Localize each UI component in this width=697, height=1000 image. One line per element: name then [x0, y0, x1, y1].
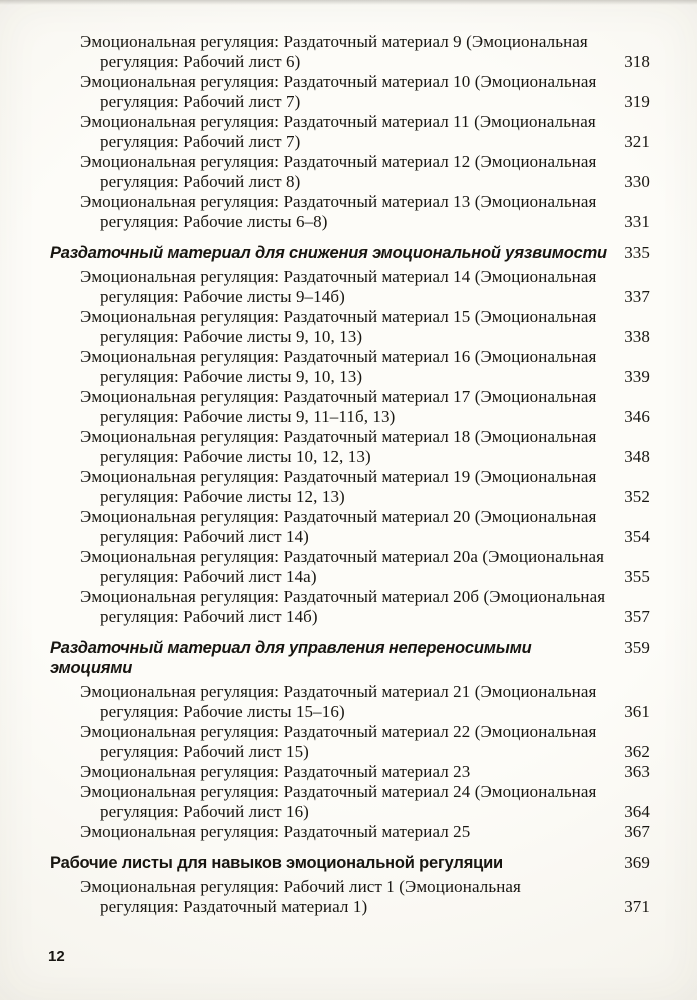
toc-entry-line — [0, 52, 697, 72]
toc-entry-line — [0, 212, 697, 232]
toc-entry-line — [0, 267, 697, 287]
toc-entry-text: регуляция: Рабочие листы 12, 13) — [100, 487, 345, 506]
toc-entry — [0, 267, 697, 307]
toc-entry-text: регуляция: Рабочие листы 9, 11–11б, 13) — [100, 407, 396, 426]
toc-entry-line — [0, 172, 697, 192]
toc-entry-text: Эмоциональная регуляция: Раздаточный материал 20б (Эмоциональная — [80, 587, 606, 606]
footer-page-number: 12 — [48, 948, 65, 965]
toc-section — [0, 32, 697, 232]
toc-section-heading-text: Раздаточный материал для снижения эмоциональной уязвимости — [50, 244, 607, 262]
toc-entry-text: регуляция: Рабочие листы 10, 12, 13) — [100, 447, 371, 466]
toc-entry — [0, 547, 697, 587]
toc-entry-page-number: 362 — [624, 742, 650, 761]
toc-entry-line — [0, 387, 697, 407]
toc-entry-text: Эмоциональная регуляция: Раздаточный материал 13 (Эмоциональная — [80, 192, 597, 211]
toc-entry-page-number: 319 — [624, 92, 650, 111]
toc-entry-line — [0, 132, 697, 152]
toc-section-heading — [0, 638, 697, 678]
toc-entry-page-number: 367 — [624, 822, 650, 841]
toc-entry-text: Эмоциональная регуляция: Раздаточный материал 20 (Эмоциональная — [80, 507, 597, 526]
toc-entry-text: регуляция: Раздаточный материал 1) — [100, 897, 368, 916]
toc-entry-text: Эмоциональная регуляция: Рабочий лист 1 (Эмоциональная — [80, 877, 521, 896]
toc-entry — [0, 682, 697, 722]
toc-entry-text: регуляция: Рабочие листы 6–8) — [100, 212, 328, 231]
toc-entry — [0, 822, 697, 842]
toc-entry-line — [0, 32, 697, 52]
toc-entry-text: Эмоциональная регуляция: Раздаточный материал 20а (Эмоциональная — [80, 547, 605, 566]
toc-entry-line — [0, 72, 697, 92]
toc-entry — [0, 347, 697, 387]
toc-entry-page-number: 352 — [624, 487, 650, 506]
toc-entry-text: Эмоциональная регуляция: Раздаточный материал 21 (Эмоциональная — [80, 682, 597, 701]
toc-entry — [0, 507, 697, 547]
toc-entry-line — [0, 152, 697, 172]
toc-entry-line — [0, 287, 697, 307]
toc-section-heading — [0, 853, 697, 873]
toc-entry-page-number: 338 — [624, 327, 650, 346]
toc-entry-line — [0, 822, 697, 842]
toc-entry — [0, 387, 697, 427]
toc-entry — [0, 467, 697, 507]
toc-entry-line — [0, 587, 697, 607]
toc-entry-page-number: 337 — [624, 287, 650, 306]
toc-entry-line — [0, 427, 697, 447]
toc-entry-line — [0, 782, 697, 802]
toc-entry-text: Эмоциональная регуляция: Раздаточный материал 10 (Эмоциональная — [80, 72, 597, 91]
toc-entry-text: Эмоциональная регуляция: Раздаточный материал 24 (Эмоциональная — [80, 782, 597, 801]
toc-entry-line — [0, 112, 697, 132]
toc-entry-line — [0, 487, 697, 507]
toc-entry-text: Эмоциональная регуляция: Раздаточный материал 14 (Эмоциональная — [80, 267, 597, 286]
toc-entry-line — [0, 327, 697, 347]
toc-entry — [0, 782, 697, 822]
toc-entry — [0, 722, 697, 762]
toc-entry-text: регуляция: Рабочий лист 14) — [100, 527, 309, 546]
toc-entry-text: регуляция: Рабочий лист 7) — [100, 92, 301, 111]
toc-entry-line — [0, 607, 697, 627]
toc-entry-line — [0, 682, 697, 702]
toc-entry-page-number: 371 — [624, 897, 650, 916]
toc-section-heading-page-number: 359 — [624, 638, 650, 657]
toc-entry — [0, 762, 697, 782]
toc-entry-text: Эмоциональная регуляция: Раздаточный материал 12 (Эмоциональная — [80, 152, 597, 171]
toc-entry-page-number: 354 — [624, 527, 650, 546]
toc-entry — [0, 32, 697, 72]
toc-entry-line — [0, 507, 697, 527]
toc-entry-text: регуляция: Рабочие листы 15–16) — [100, 702, 345, 721]
toc-entry-text: Эмоциональная регуляция: Раздаточный материал 11 (Эмоциональная — [80, 112, 596, 131]
toc-entry — [0, 307, 697, 347]
toc-entry — [0, 587, 697, 627]
toc-entry-page-number: 321 — [624, 132, 650, 151]
toc-entry-line — [0, 567, 697, 587]
toc-entry-text: Эмоциональная регуляция: Раздаточный материал 17 (Эмоциональная — [80, 387, 597, 406]
toc-entry-page-number: 348 — [624, 447, 650, 466]
toc-section-heading-page-number: 335 — [624, 243, 650, 262]
toc-entry-text: регуляция: Рабочие листы 9, 10, 13) — [100, 367, 363, 386]
toc-entry-text: регуляция: Рабочий лист 14а) — [100, 567, 317, 586]
toc-entry-text: регуляция: Рабочий лист 8) — [100, 172, 301, 191]
toc-entry-text: регуляция: Рабочие листы 9, 10, 13) — [100, 327, 363, 346]
toc-entry-line — [0, 762, 697, 782]
toc-entry-text: Эмоциональная регуляция: Раздаточный материал 9 (Эмоциональная — [80, 32, 588, 51]
toc-entry-line — [0, 447, 697, 467]
toc-entry-page-number: 364 — [624, 802, 650, 821]
toc-entry-line — [0, 877, 697, 897]
toc-entry-text: регуляция: Рабочий лист 15) — [100, 742, 309, 761]
toc-section — [0, 638, 697, 842]
toc-entry — [0, 877, 697, 917]
toc-entry-text: регуляция: Рабочий лист 6) — [100, 52, 301, 71]
toc-entry-page-number: 346 — [624, 407, 650, 426]
toc-entry-line — [0, 467, 697, 487]
toc-entry-text: Эмоциональная регуляция: Раздаточный материал 25 — [80, 822, 471, 841]
toc-entry — [0, 112, 697, 152]
toc-section-heading-text: Раздаточный материал для управления непереносимыми эмоциями — [50, 639, 532, 677]
toc-entry-text: регуляция: Рабочие листы 9–14б) — [100, 287, 345, 306]
toc-entry-page-number: 339 — [624, 367, 650, 386]
toc-entry-page-number: 357 — [624, 607, 650, 626]
toc-entry-line — [0, 307, 697, 327]
toc-entry — [0, 427, 697, 467]
toc-entry-text: Эмоциональная регуляция: Раздаточный материал 23 — [80, 762, 471, 781]
toc-entry-line — [0, 547, 697, 567]
toc-section — [0, 243, 697, 627]
toc-entry-text: регуляция: Рабочий лист 14б) — [100, 607, 318, 626]
toc-entry-page-number: 318 — [624, 52, 650, 71]
toc-entry-line — [0, 702, 697, 722]
toc-entry-text: Эмоциональная регуляция: Раздаточный материал 16 (Эмоциональная — [80, 347, 597, 366]
toc-entry-text: Эмоциональная регуляция: Раздаточный материал 19 (Эмоциональная — [80, 467, 597, 486]
toc-entry-line — [0, 802, 697, 822]
toc-section-heading — [0, 243, 697, 263]
toc-entry-page-number: 331 — [624, 212, 650, 231]
toc-entry-text: регуляция: Рабочий лист 16) — [100, 802, 309, 821]
toc-entry-text: Эмоциональная регуляция: Раздаточный материал 15 (Эмоциональная — [80, 307, 597, 326]
toc-entry-line — [0, 742, 697, 762]
toc-entry-page-number: 330 — [624, 172, 650, 191]
toc-entry-line — [0, 347, 697, 367]
toc-entry-line — [0, 897, 697, 917]
toc-entry-page-number: 361 — [624, 702, 650, 721]
toc-entry-line — [0, 722, 697, 742]
toc-section-heading-page-number: 369 — [624, 853, 650, 872]
table-of-contents — [0, 32, 697, 917]
toc-entry-line — [0, 407, 697, 427]
toc-entry — [0, 152, 697, 192]
toc-entry-page-number: 355 — [624, 567, 650, 586]
toc-entry-text: Эмоциональная регуляция: Раздаточный материал 22 (Эмоциональная — [80, 722, 597, 741]
toc-entry-line — [0, 527, 697, 547]
toc-entry — [0, 72, 697, 112]
toc-entry-text: регуляция: Рабочий лист 7) — [100, 132, 301, 151]
toc-entry-text: Эмоциональная регуляция: Раздаточный материал 18 (Эмоциональная — [80, 427, 597, 446]
toc-entry-line — [0, 92, 697, 112]
toc-entry — [0, 192, 697, 232]
toc-entry-line — [0, 367, 697, 387]
toc-section — [0, 853, 697, 917]
toc-entry-line — [0, 192, 697, 212]
toc-section-heading-text: Рабочие листы для навыков эмоциональной регуляции — [50, 854, 503, 872]
toc-entry-page-number: 363 — [624, 762, 650, 781]
